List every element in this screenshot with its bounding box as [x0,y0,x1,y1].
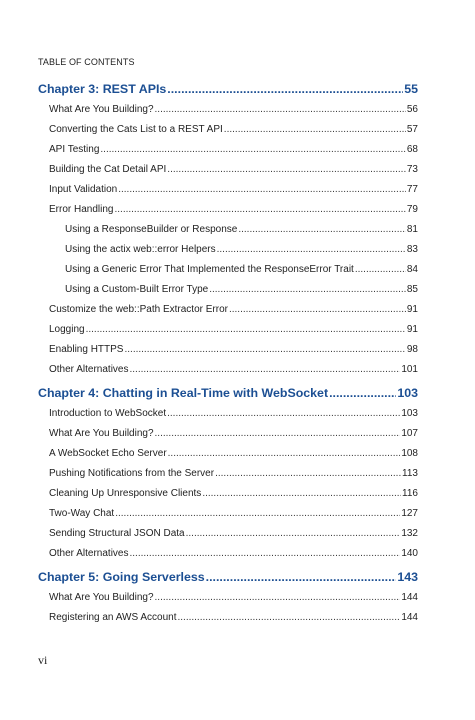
toc-chapter-entry[interactable] [38,566,418,588]
toc-entry-page: 107 [401,428,418,439]
toc-entry-title: Converting the Cats List to a REST API [49,124,223,135]
toc-entry-page: 144 [401,612,418,623]
dot-leader [86,320,406,340]
toc-section-entry[interactable] [38,588,418,608]
toc-entry-title: Chapter 4: Chatting in Real-Time with WebSocket [38,386,329,400]
toc-entry-title: Registering an AWS Account [49,612,177,623]
toc-entry-title: What Are You Building? [49,428,154,439]
dot-leader [167,160,406,180]
toc-entry-page: 108 [401,448,418,459]
toc-entry-title: Introduction to WebSocket [49,408,167,419]
toc-entry-title: Sending Structural JSON Data [49,528,185,539]
toc-entry-page: 79 [406,204,418,215]
toc-entry-title: Other Alternatives [49,548,129,559]
toc-entry-page: 83 [406,244,418,255]
toc-entry-title: Enabling HTTPS [49,344,124,355]
dot-leader [167,78,403,100]
toc-entry-title: Using a ResponseBuilder or Response [65,224,238,235]
toc-entry-page: 55 [404,82,418,96]
toc-section-entry[interactable] [38,360,418,380]
toc-subsection-entry[interactable] [38,220,418,240]
toc-entry-title: Customize the web::Path Extractor Error [49,304,228,315]
dot-leader [186,524,401,544]
dot-leader [217,240,406,260]
dot-leader [167,404,400,424]
toc-section-entry[interactable] [38,484,418,504]
toc-entry-title: Error Handling [49,204,114,215]
toc-entry-page: 140 [401,548,418,559]
toc-entry-page: 132 [401,528,418,539]
toc-entry-page: 101 [401,364,418,375]
toc-entry-title: Other Alternatives [49,364,129,375]
toc-entry-title: API Testing [49,144,100,155]
toc-entry-page: 68 [406,144,418,155]
dot-leader [329,382,396,404]
dot-leader [224,120,406,140]
toc-entry-page: 73 [406,164,418,175]
toc-subsection-entry[interactable] [38,260,418,280]
dot-leader [100,140,405,160]
toc-entry-title: A WebSocket Echo Server [49,448,167,459]
toc-entry-page: 77 [406,184,418,195]
toc-entry-title: What Are You Building? [49,104,154,115]
toc-section-entry[interactable] [38,544,418,564]
toc-entry-title: Input Validation [49,184,118,195]
toc-section-entry[interactable] [38,404,418,424]
toc-entry-page: 91 [406,324,418,335]
toc-chapter-entry[interactable] [38,382,418,404]
toc-entry-title: Using the actix web::error Helpers [65,244,216,255]
page-number: vi [38,653,48,667]
dot-leader [209,280,406,300]
toc-entry-title: Building the Cat Detail API [49,164,167,175]
dot-leader [355,260,406,280]
toc-entry-page: 81 [406,224,418,235]
toc-section-entry[interactable] [38,464,418,484]
toc-entry-page: 143 [397,570,418,584]
toc-section-entry[interactable] [38,100,418,120]
toc-entry-page: 85 [406,284,418,295]
dot-leader [202,484,401,504]
toc-entry-title: Pushing Notifications from the Server [49,468,215,479]
toc-subsection-entry[interactable] [38,280,418,300]
toc-entry-page: 91 [406,304,418,315]
dot-leader [215,464,401,484]
toc-section-entry[interactable] [38,120,418,140]
dot-leader [238,220,406,240]
toc-entry-page: 84 [406,264,418,275]
toc-entry-page: 127 [401,508,418,519]
toc-chapter-entry[interactable] [38,78,418,100]
toc-entry-page: 113 [402,468,418,479]
dot-leader [129,544,400,564]
toc-entry-title: Chapter 5: Going Serverless [38,570,205,584]
dot-leader [168,444,401,464]
toc-entry-page: 103 [401,408,418,419]
toc-section-entry[interactable] [38,444,418,464]
dot-leader [206,566,397,588]
toc-section-entry[interactable] [38,340,418,360]
toc-entry-title: Cleaning Up Unresponsive Clients [49,488,202,499]
toc-entry-page: 56 [406,104,418,115]
dot-leader [129,360,400,380]
toc-section-entry[interactable] [38,608,418,628]
toc-section-entry[interactable] [38,160,418,180]
dot-leader [177,608,400,628]
toc-entry-title: Two-Way Chat [49,508,115,519]
toc-section-entry[interactable] [38,300,418,320]
toc-entry-title: What Are You Building? [49,592,154,603]
dot-leader [114,200,405,220]
dot-leader [115,504,400,524]
toc-entry-title: Using a Generic Error That Implemented the ResponseError Trait [65,264,354,275]
toc-section-entry[interactable] [38,424,418,444]
dot-leader [155,424,401,444]
dot-leader [155,100,406,120]
toc-entry-page: 57 [406,124,418,135]
toc-entry-page: 98 [406,344,418,355]
toc-entry-title: Chapter 3: REST APIs [38,82,167,96]
toc-subsection-entry[interactable] [38,240,418,260]
toc-section-entry[interactable] [38,320,418,340]
toc-section-entry[interactable] [38,504,418,524]
dot-leader [229,300,406,320]
toc-section-entry[interactable] [38,200,418,220]
toc-entry-page: 116 [402,488,418,499]
toc-section-entry[interactable] [38,180,418,200]
toc-entry-page: 144 [401,592,418,603]
toc-section-entry[interactable] [38,524,418,544]
running-header: TABLE OF CONTENTS [38,57,135,67]
dot-leader [124,340,405,360]
toc-section-entry[interactable] [38,140,418,160]
toc-entry-title: Logging [49,324,85,335]
table-of-contents [38,76,418,628]
toc-entry-title: Using a Custom-Built Error Type [65,284,209,295]
dot-leader [118,180,406,200]
dot-leader [155,588,401,608]
toc-entry-page: 103 [397,386,418,400]
